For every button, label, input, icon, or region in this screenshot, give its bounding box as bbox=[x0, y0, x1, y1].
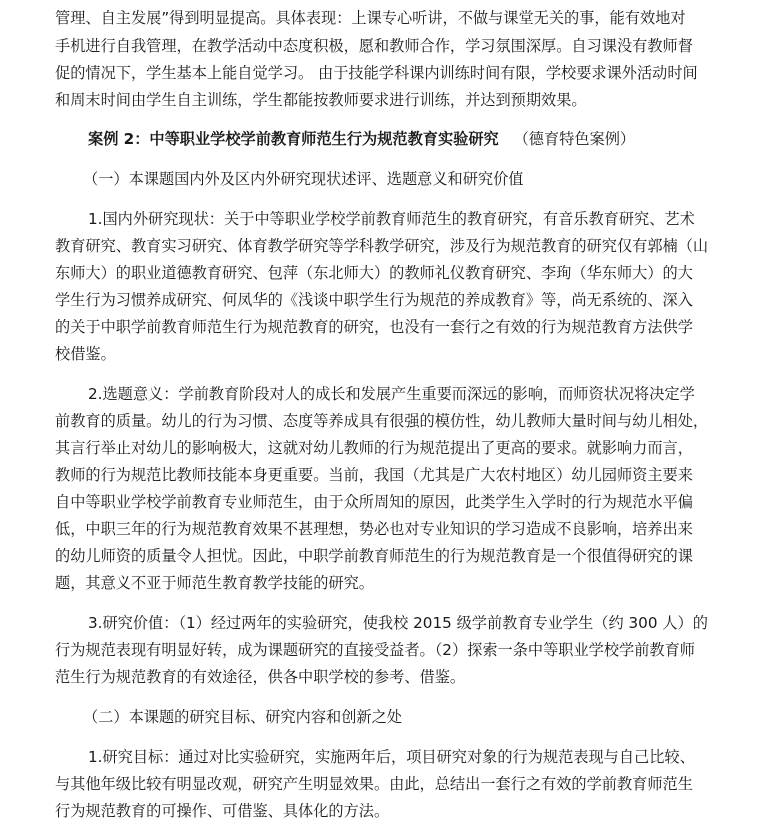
paragraph-line: 教育研究、教育实习研究、体育教学研究等学科教学研究，涉及行为规范教育的研究仅有郭楠（山 bbox=[55, 237, 709, 255]
paragraph-line: 行为规范表现有明显好转，成为课题研究的直接受益者。（2）探索一条中等职业学校学前教育师 bbox=[55, 641, 695, 659]
paragraph-line: 学生行为习惯养成研究、何凤华的《浅谈中职学生行为规范的养成教育》等，尚无系统的、深入 bbox=[55, 291, 693, 309]
case-title: 案例 2：中等职业学校学前教育师范生行为规范教育实验研究 bbox=[88, 130, 499, 148]
section-heading: （二）本课题的研究目标、研究内容和创新之处 bbox=[83, 708, 402, 726]
text-line: 促的情况下，学生基本上能自觉学习。 由于技能学科课内训练时间有限，学校要求课外活动时间 bbox=[55, 64, 698, 82]
paragraph-line: 1.国内外研究现状：关于中等职业学校学前教育师范生的教育研究，有音乐教育研究、艺术 bbox=[88, 210, 695, 228]
text-line: 手机进行自我管理，在教学活动中态度积极，愿和教师合作，学习氛围深厚。自习课没有教师督 bbox=[55, 37, 693, 55]
paragraph-line: 与其他年级比较有明显改观，研究产生明显效果。由此，总结出一套行之有效的学前教育师范生 bbox=[55, 775, 693, 793]
case-heading bbox=[88, 129, 635, 149]
paragraph-line: 的幼儿师资的质量令人担忧。因此，中职学前教育师范生的行为规范教育是一个很值得研究的课 bbox=[55, 547, 693, 565]
paragraph-line: 低，中职三年的行为规范教育效果不甚理想，势必也对专业知识的学习造成不良影响，培养出来 bbox=[55, 520, 693, 538]
paragraph-line: 教师的行为规范比教师技能本身更重要。当前，我国（尤其是广大农村地区）幼儿园师资主要来 bbox=[55, 466, 693, 484]
paragraph-line: 1.研究目标：通过对比实验研究，实施两年后，项目研究对象的行为规范表现与自己比较、 bbox=[88, 748, 695, 766]
paragraph-line: 的关于中职学前教育师范生行为规范教育的研究，也没有一套行之有效的行为规范教育方法供学 bbox=[55, 318, 693, 336]
text-line: 和周末时间由学生自主训练，学生都能按教师要求进行训练，并达到预期效果。 bbox=[55, 91, 587, 109]
paragraph-line: 题，其意义不亚于师范生教育教学技能的研究。 bbox=[55, 574, 374, 592]
section-heading: （一）本课题国内外及区内外研究现状述评、选题意义和研究价值 bbox=[83, 170, 524, 188]
paragraph-line: 3.研究价值：（1）经过两年的实验研究，使我校 2015 级学前教育专业学生（约 300 人）的 bbox=[88, 614, 708, 632]
text-line: 管理、自主发展”得到明显提高。具体表现：上课专心听讲，不做与课堂无关的事，能有效地对 bbox=[55, 9, 686, 27]
paragraph-line: 校借鉴。 bbox=[55, 345, 116, 363]
paragraph-line: 范生行为规范教育的有效途径，供各中职学校的参考、借鉴。 bbox=[55, 668, 466, 686]
paragraph-line: 自中等职业学校学前教育专业师范生，由于众所周知的原因，此类学生入学时的行为规范水平偏 bbox=[55, 493, 693, 511]
paragraph-line: 前教育的质量。幼儿的行为习惯、态度等养成具有很强的模仿性，幼儿教师大量时间与幼儿相处， bbox=[55, 412, 709, 430]
paragraph-line: 东师大）的职业道德教育研究、包萍（东北师大）的教师礼仪教育研究、李珣（华东师大）的大 bbox=[55, 264, 693, 282]
paragraph-line: 2.选题意义：学前教育阶段对人的成长和发展产生重要而深远的影响，而师资状况将决定学 bbox=[88, 385, 695, 403]
paragraph-line: 行为规范教育的可操作、可借鉴、具体化的方法。 bbox=[55, 802, 390, 820]
case-note: （德育特色案例） bbox=[513, 130, 636, 148]
paragraph-line: 其言行举止对幼儿的影响极大，这就对幼儿教师的行为规范提出了更高的要求。就影响力而言， bbox=[55, 439, 693, 457]
